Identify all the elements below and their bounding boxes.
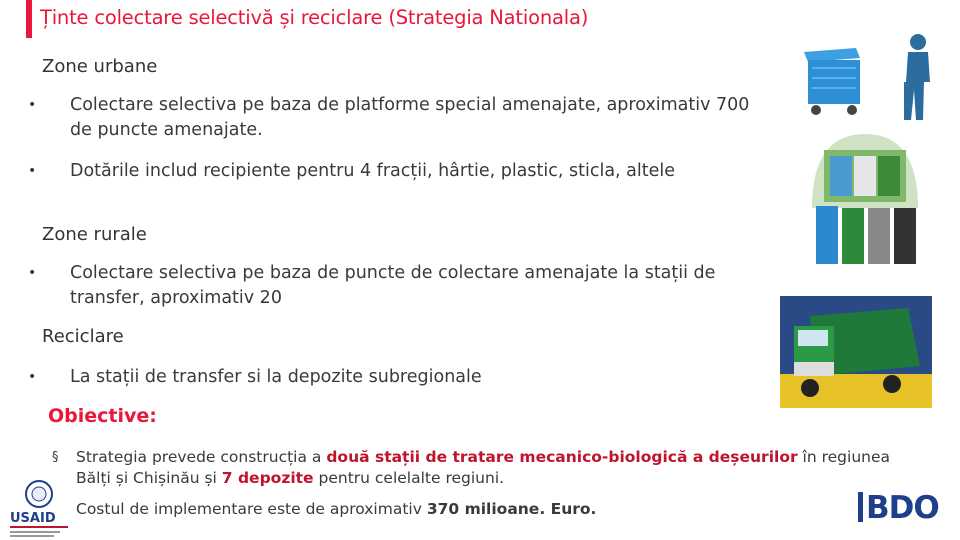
square-bullet-icon: § <box>52 450 59 465</box>
title-accent-bar <box>26 0 32 38</box>
section-rural: Zone rurale <box>42 224 147 245</box>
bdo-logo: BDO <box>858 490 939 526</box>
bullet-dot: • <box>28 97 37 113</box>
slide-title: Ținte colectare selectivă și reciclare (Strategia Nationala) <box>40 6 589 29</box>
usaid-logo <box>4 478 74 540</box>
blue-bin-person-image <box>790 30 940 125</box>
bullet-dot: • <box>28 369 37 385</box>
bullet-dot: • <box>28 163 37 179</box>
svg-text:USAID: USAID <box>10 511 56 526</box>
objectives-title: Obiective: <box>48 405 157 427</box>
recycling-station-image <box>806 128 924 270</box>
section-recycle: Reciclare <box>42 326 124 347</box>
section-urban: Zone urbane <box>42 56 158 77</box>
garbage-truck-image <box>780 296 932 408</box>
bullet-dot: • <box>28 265 37 281</box>
